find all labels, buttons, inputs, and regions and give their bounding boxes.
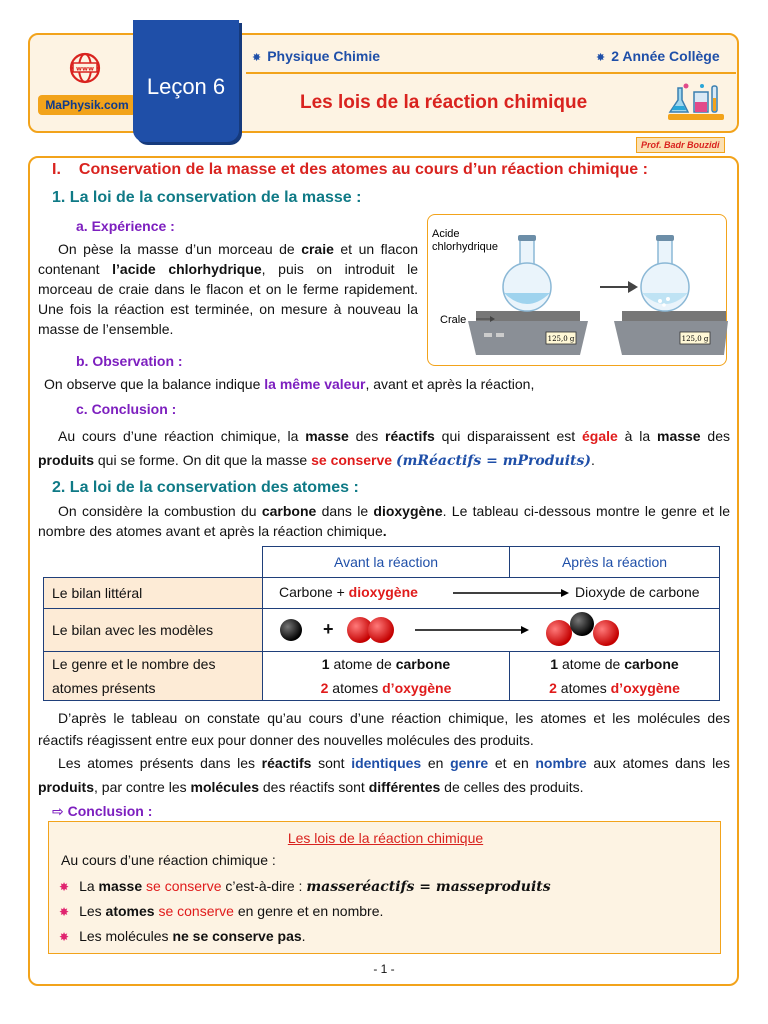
conclusion-box-title: Les lois de la réaction chimique (287, 830, 484, 846)
atoms-after-cell: 1 atome de carbone 2 atomes d’oxygène (510, 652, 720, 701)
star-bullet-icon: ✸ (59, 880, 70, 894)
star-icon: ✸ (252, 52, 262, 64)
balance-diagram (428, 215, 728, 367)
subsection-heading-atoms: 2. La loi de la conservation des atomes : (52, 479, 359, 496)
literal-equation: Carbone + dioxygène Dioxyde de carbone (263, 578, 720, 609)
conclusion-bullet-molecules: ✸ Les molécules ne se conserve pas. (59, 928, 306, 944)
experience-text: On pèse la masse d’un morceau de craie et un flacon contenant l’acide chlorhydrique, puis on introduit le morceau de craie dans le flacon et on le ferme rapidement. Une fois la réaction est terminée, on mesure à nouveau la masse de l’ensemble. (38, 241, 418, 337)
row-label: Le genre et le nombre des atomes présents (44, 652, 263, 701)
chalk-label: Crale (440, 314, 467, 326)
scale-readout: 125,0 g (681, 335, 709, 343)
carbon-atom-icon (570, 612, 594, 636)
row-label: Le bilan avec les modèles (44, 609, 263, 652)
svg-text:www: www (75, 64, 95, 73)
scale-readout: 125,0 g (547, 335, 575, 343)
product-name: Dioxyde de carbone (575, 584, 700, 600)
atoms-table (43, 546, 720, 701)
conclusion-box (48, 821, 721, 954)
atoms-before-cell: 1 atome de carbone 2 atomes d’oxygène (263, 652, 510, 701)
oxygen-atom-icon (368, 617, 394, 643)
acid-label: Acide chlorhydrique (432, 228, 499, 253)
oxygen-atom-icon (546, 620, 572, 646)
header-divider (246, 72, 736, 74)
arrow-right-icon: ⇨ (52, 803, 64, 819)
lab-glassware-icon (664, 80, 728, 126)
level-label: ✸ 2 Année Collège (596, 48, 720, 64)
author-badge: Prof. Badr Bouzidi (636, 137, 725, 153)
table-row (44, 652, 720, 701)
subject-label: ✸ Physique Chimie (252, 48, 381, 64)
star-bullet-icon: ✸ (59, 905, 70, 919)
atoms-conclusion-text: Les atomes présents dans les réactifs sont identiques en genre et en nombre aux atomes dans les produits, par contre les molécules des réactifs sont différentes de celles des produits. (38, 755, 731, 795)
model-equation (263, 609, 720, 652)
table-row (44, 609, 720, 652)
observation-text: On observe que la balance indique la même valeur, avant et après la réaction, (44, 376, 535, 392)
oxygen-atom-icon (593, 620, 619, 646)
lesson-number: Leçon 6 (146, 74, 226, 99)
star-icon: ✸ (596, 52, 606, 64)
experience-heading: a. Expérience : (76, 218, 175, 234)
star-bullet-icon: ✸ (59, 930, 70, 944)
conclusion-bullet-mass: ✸ La masse se conserve c’est-à-dire : masseréactifs = masseproduits (59, 878, 551, 895)
site-logo[interactable] (38, 47, 138, 127)
table-header-row (44, 547, 720, 578)
table-analysis-text: D’après le tableau on constate qu’au cours d’une réaction chimique, les atomes et les molécules des réactifs réagissent entre eux pour donner des nouvelles molécules des produits. (38, 710, 730, 748)
conclusion-intro: Au cours d’une réaction chimique : (61, 852, 276, 868)
final-conclusion-heading: ⇨ Conclusion : (52, 803, 153, 819)
page-number: - 1 - (373, 962, 395, 976)
row-label: Le bilan littéral (44, 578, 263, 609)
subsection-heading-mass: 1. La loi de la conservation de la masse : (52, 189, 362, 206)
logo-label: MaPhysik.com (38, 95, 136, 115)
table-row (44, 578, 720, 609)
column-header-after: Après la réaction (510, 547, 720, 578)
reaction-arrow-icon (453, 588, 569, 598)
carbon-atom-icon (280, 619, 302, 641)
lesson-tab (133, 20, 239, 142)
section-heading: I. Conservation de la masse et des atomes au cours d’un réaction chimique : (52, 161, 648, 178)
column-header-before: Avant la réaction (263, 547, 510, 578)
observation-heading: b. Observation : (76, 353, 183, 369)
experiment-figure (427, 214, 727, 366)
lesson-title: Les lois de la réaction chimique (300, 92, 588, 113)
plus-sign: + (323, 619, 334, 639)
globe-icon (68, 51, 102, 85)
conclusion-heading-mass: c. Conclusion : (76, 401, 177, 417)
atoms-intro-text: On considère la combustion du carbone dans le dioxygène. Le tableau ci-dessous montre le genre et le nombre des atomes avant et après la réaction chimique. (38, 503, 731, 539)
mass-conclusion-text: Au cours d’une réaction chimique, la masse des réactifs qui disparaissent est égale à la masse des produits qui se forme. On dit que la masse se conserve (mRéactifs = mProduits). (38, 428, 730, 469)
conclusion-bullet-atoms: ✸ Les atomes se conserve en genre et en nombre. (59, 903, 384, 919)
